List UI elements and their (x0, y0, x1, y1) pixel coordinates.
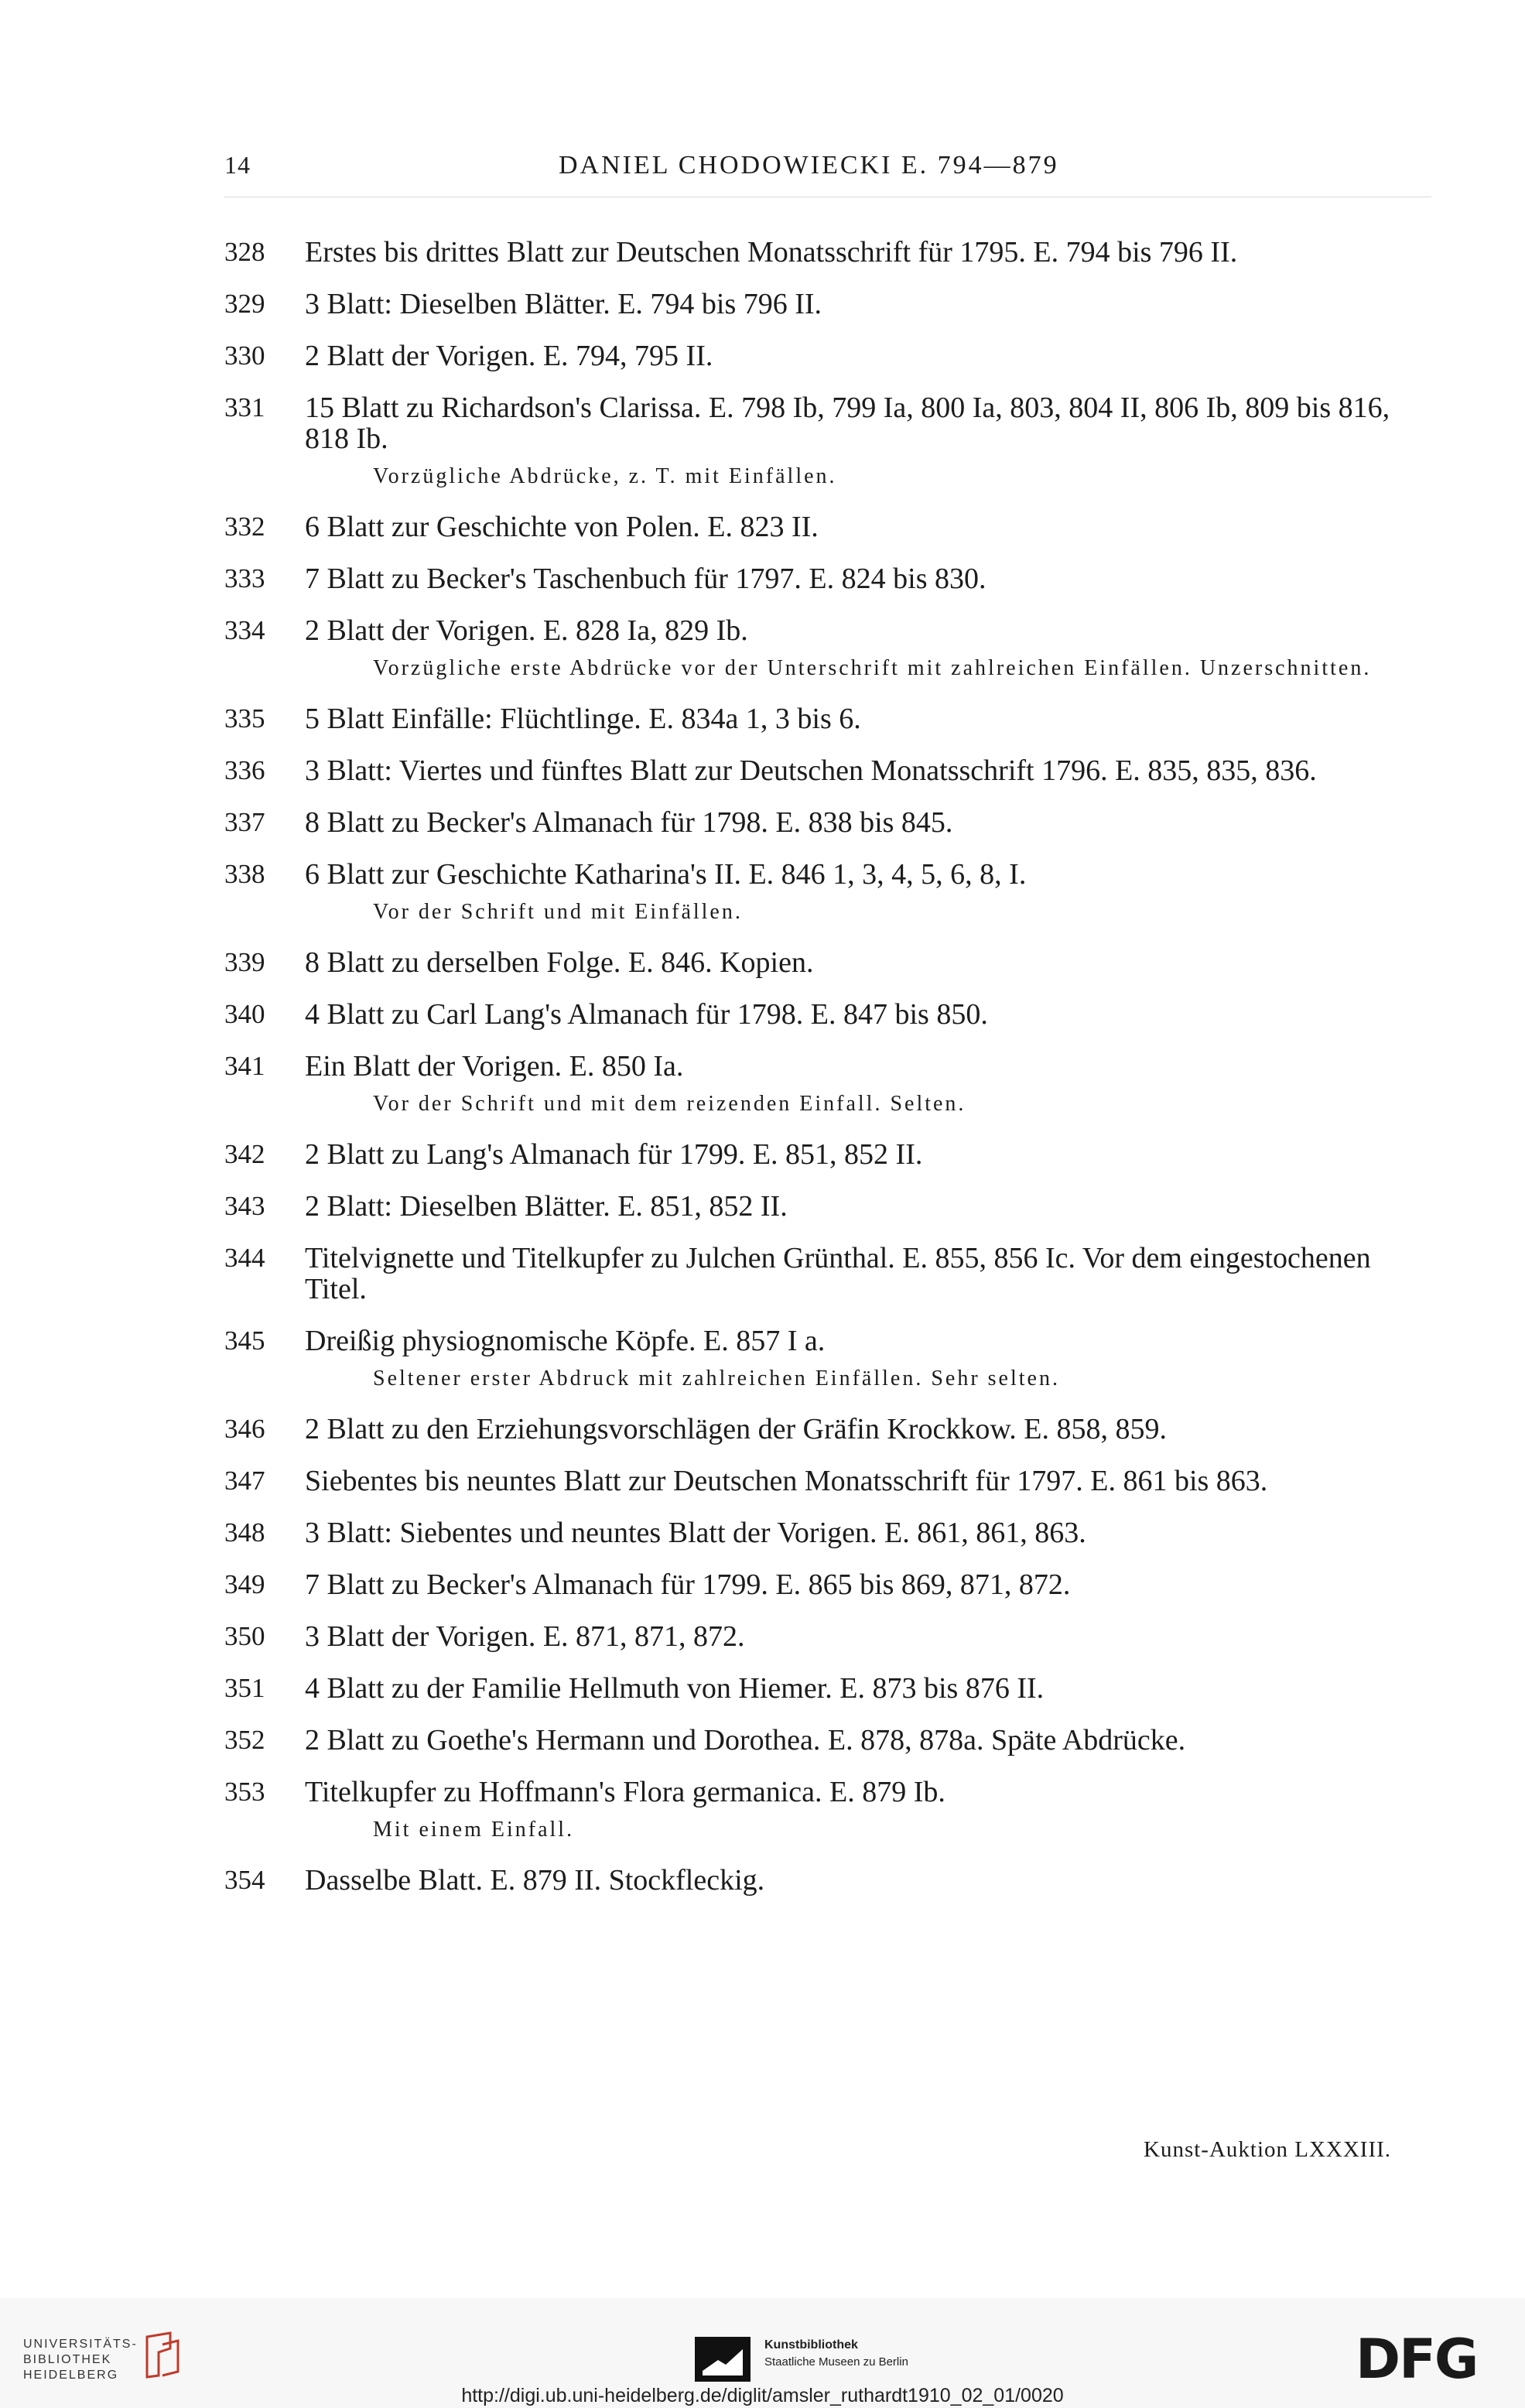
entry-number: 340 (224, 999, 265, 1029)
entry-text: 6 Blatt zur Geschichte Katharina's II. E. 846 1, 3, 4, 5, 6, 8, I. (305, 858, 1027, 891)
entry-text: 3 Blatt der Vorigen. E. 871, 871, 872. (305, 1620, 745, 1653)
entry-text: Ein Blatt der Vorigen. E. 850 Ia. (305, 1050, 684, 1083)
entry-text: 2 Blatt zu Lang's Almanach für 1799. E. 851, 852 II. (305, 1138, 923, 1171)
entry-number: 343 (224, 1191, 265, 1221)
permalink-url[interactable]: http://digi.ub.uni-heidelberg.de/diglit/amsler_ruthardt1910_02_01/0020 (461, 2385, 1064, 2406)
entry-text: 15 Blatt zu Richardson's Clarissa. E. 798 Ib, 799 Ia, 800 Ia, 803, 804 II, 806 Ib, 809 bis 816, 818 Ib. (305, 392, 1390, 455)
entry-text: 8 Blatt zu Becker's Almanach für 1798. E. 838 bis 845. (305, 806, 953, 839)
catalogue-entry (224, 1621, 1439, 1652)
kb-title: Kunstbibliothek (764, 2338, 858, 2352)
entry-text: Dreißig physiognomische Köpfe. E. 857 I a. (305, 1325, 826, 1357)
entry-text: Siebentes bis neuntes Blatt zur Deutschen Monatsschrift für 1797. E. 861 bis 863. (305, 1465, 1268, 1497)
entry-number: 334 (224, 615, 265, 645)
entry-number: 331 (224, 392, 265, 422)
catalogue-entry (224, 392, 1439, 491)
entry-text: 4 Blatt zu der Familie Hellmuth von Hiemer. E. 873 bis 876 II. (305, 1672, 1045, 1705)
kunstbibliothek-mark-icon (695, 2337, 751, 2382)
catalogue-entry (224, 807, 1439, 838)
catalogue-entry (224, 1673, 1439, 1704)
catalogue-entry (224, 1243, 1439, 1305)
catalogue-entry (224, 755, 1439, 786)
entry-number: 328 (224, 237, 265, 267)
kunstbibliothek-logo[interactable] (764, 2337, 908, 2371)
catalogue-entry (224, 615, 1439, 682)
catalogue-entry (224, 1725, 1439, 1756)
catalogue-entry (224, 999, 1439, 1030)
entry-number: 338 (224, 859, 265, 889)
entry-number: 332 (224, 511, 265, 542)
catalogue-entry (224, 1466, 1439, 1496)
university-mark-icon (139, 2329, 186, 2383)
entry-number: 342 (224, 1139, 265, 1169)
entry-note: Vor der Schrift und mit Einfällen. (373, 900, 743, 924)
entry-number: 350 (224, 1621, 265, 1651)
entry-number: 341 (224, 1051, 265, 1081)
catalogue-entry (224, 1777, 1439, 1844)
entry-text: 7 Blatt zu Becker's Almanach für 1799. E. 865 bis 869, 871, 872. (305, 1568, 1071, 1601)
entry-number: 351 (224, 1673, 265, 1703)
catalogue-entry (224, 1139, 1439, 1170)
entry-text: 7 Blatt zu Becker's Taschenbuch für 1797. E. 824 bis 830. (305, 563, 986, 595)
entry-number: 352 (224, 1725, 265, 1755)
entry-text: 2 Blatt zu Goethe's Hermann und Dorothea. E. 878, 878a. Späte Abdrücke. (305, 1724, 1186, 1756)
entry-number: 335 (224, 703, 265, 734)
entry-number: 329 (224, 289, 265, 319)
catalogue-entry (224, 703, 1439, 734)
entry-note: Vorzügliche erste Abdrücke vor der Unterschrift mit zahlreichen Einfällen. Unzerschnitten. (373, 656, 1372, 680)
uni-logo-line: BIBLIOTHEK (23, 2353, 112, 2366)
catalogue-entry (224, 563, 1439, 594)
uni-logo-line: UNIVERSITÄTS- (23, 2338, 138, 2351)
entry-text: Dasselbe Blatt. E. 879 II. Stockfleckig. (305, 1864, 765, 1897)
entry-note: Vor der Schrift und mit dem reizenden Einfall. Selten. (373, 1092, 966, 1116)
entry-number: 339 (224, 947, 265, 977)
entry-text: 2 Blatt der Vorigen. E. 828 Ia, 829 Ib. (305, 614, 748, 647)
entry-number: 348 (224, 1517, 265, 1548)
catalogue-entry (224, 1569, 1439, 1600)
entry-number: 330 (224, 340, 265, 371)
entry-number: 347 (224, 1466, 265, 1496)
entry-text: 5 Blatt Einfälle: Flüchtlinge. E. 834a 1, 3 bis 6. (305, 703, 861, 735)
entry-text: Erstes bis drittes Blatt zur Deutschen Monatsschrift für 1795. E. 794 bis 796 II. (305, 236, 1238, 269)
catalogue-entry (224, 1325, 1439, 1393)
entry-text: Titelkupfer zu Hoffmann's Flora germanica. E. 879 Ib. (305, 1776, 945, 1808)
catalogue-entry (224, 1191, 1439, 1222)
entry-text: 2 Blatt der Vorigen. E. 794, 795 II. (305, 340, 713, 372)
dfg-logo[interactable]: DFG (1356, 2328, 1478, 2391)
catalogue-entry (224, 511, 1439, 542)
entry-note: Mit einem Einfall. (373, 1818, 575, 1842)
university-library-logo[interactable] (23, 2337, 138, 2383)
entry-number: 344 (224, 1243, 265, 1273)
catalogue-entry (224, 1051, 1439, 1118)
uni-logo-line: HEIDELBERG (23, 2369, 119, 2382)
catalogue-entry (224, 947, 1439, 978)
entry-number: 349 (224, 1569, 265, 1599)
catalogue-entry (224, 859, 1439, 926)
catalogue-entry (224, 289, 1439, 320)
entry-text: 8 Blatt zu derselben Folge. E. 846. Kopien. (305, 946, 814, 979)
entry-number: 354 (224, 1865, 265, 1895)
catalogue-entry (224, 1517, 1439, 1548)
entry-number: 333 (224, 563, 265, 593)
entry-text: 4 Blatt zu Carl Lang's Almanach für 1798. E. 847 bis 850. (305, 998, 988, 1031)
catalogue-entry (224, 1865, 1439, 1896)
entry-note: Seltener erster Abdruck mit zahlreichen Einfällen. Sehr selten. (373, 1366, 1060, 1390)
entry-text: Titelvignette und Titelkupfer zu Julchen Grünthal. E. 855, 856 Ic. Vor dem eingestochenen Titel. (305, 1242, 1371, 1305)
kb-subtitle: Staatliche Museen zu Berlin (764, 2355, 908, 2369)
catalogue-entry (224, 237, 1439, 268)
entry-number: 336 (224, 755, 265, 785)
entry-note: Vorzügliche Abdrücke, z. T. mit Einfällen. (373, 464, 837, 488)
entry-number: 353 (224, 1777, 265, 1807)
entry-text: 3 Blatt: Viertes und fünftes Blatt zur Deutschen Monatsschrift 1796. E. 835, 835, 836. (305, 754, 1317, 787)
catalogue-entry (224, 340, 1439, 371)
entry-number: 346 (224, 1414, 265, 1444)
entry-text: 3 Blatt: Dieselben Blätter. E. 794 bis 796 II. (305, 288, 822, 320)
running-head: DANIEL CHODOWIECKI E. 794—879 (559, 151, 1059, 180)
catalogue-entry (224, 1414, 1439, 1445)
entry-number: 337 (224, 807, 265, 837)
entry-text: 3 Blatt: Siebentes und neuntes Blatt der Vorigen. E. 861, 861, 863. (305, 1517, 1086, 1549)
entry-number: 345 (224, 1325, 265, 1356)
entry-text: 6 Blatt zur Geschichte von Polen. E. 823 II. (305, 511, 819, 543)
viewer-footer-bar (0, 2298, 1525, 2408)
entry-text: 2 Blatt zu den Erziehungsvorschlägen der Gräfin Krockkow. E. 858, 859. (305, 1413, 1168, 1445)
entry-list (224, 237, 1439, 1917)
entry-text: 2 Blatt: Dieselben Blätter. E. 851, 852 II. (305, 1190, 788, 1223)
page-number: 14 (224, 151, 251, 179)
footer-note: Kunst-Auktion LXXXIII. (1144, 2137, 1392, 2162)
